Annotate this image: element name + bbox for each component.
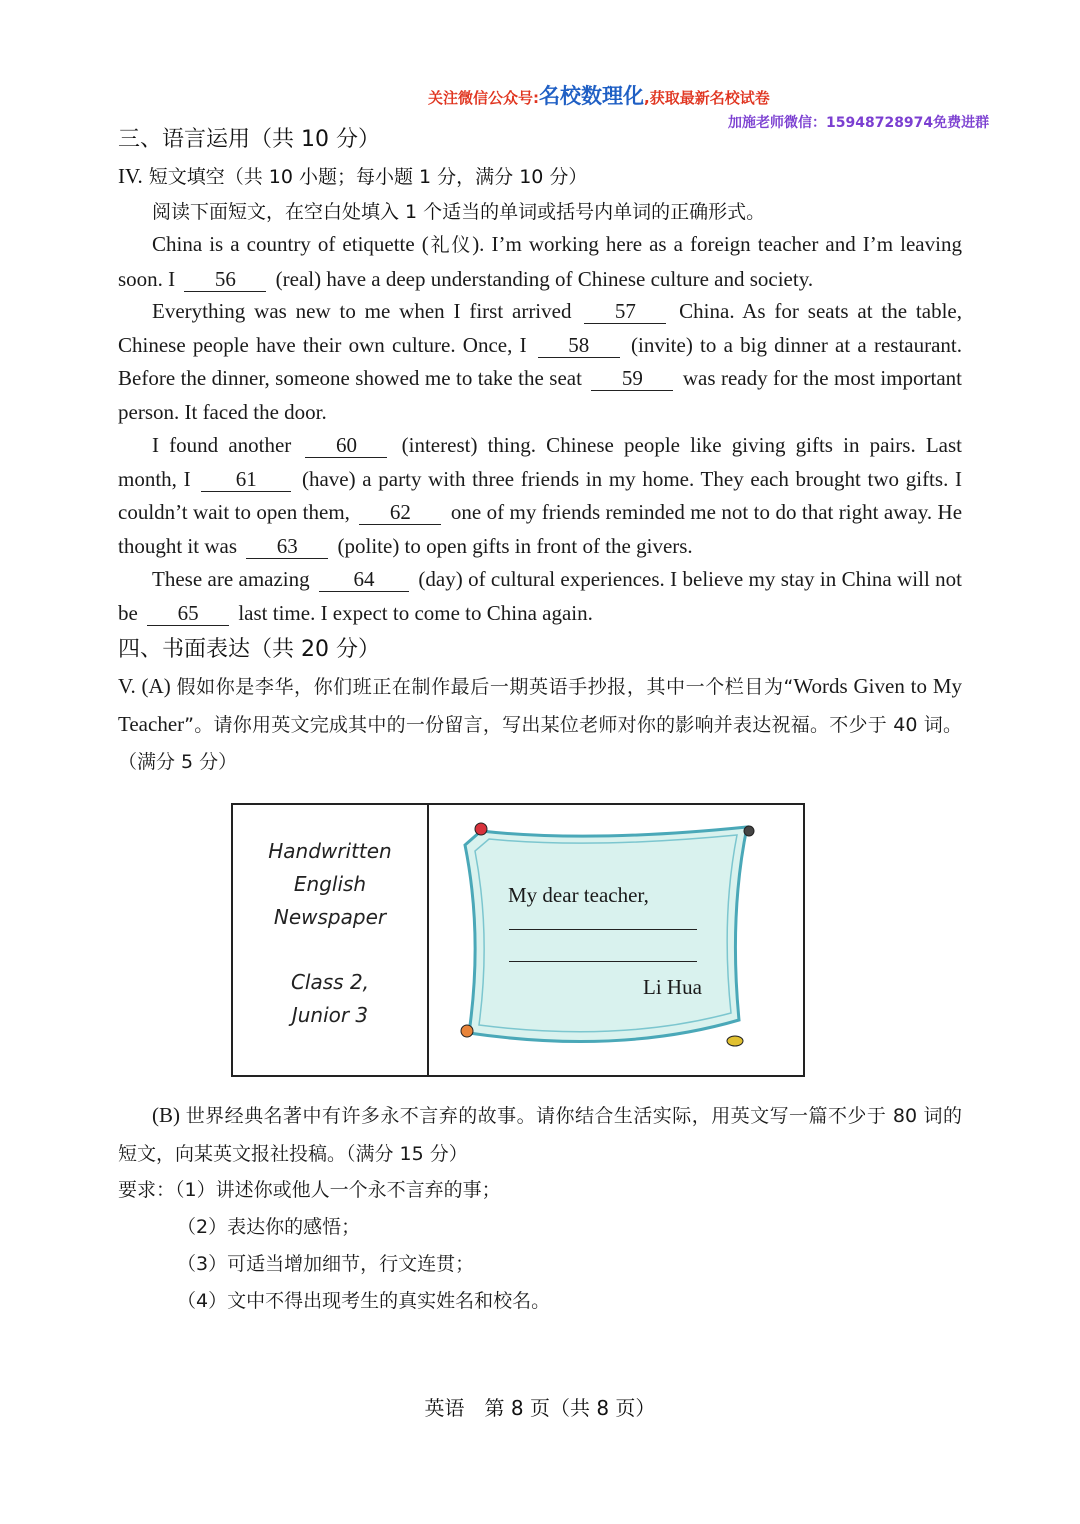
note-signature: Li Hua (643, 975, 702, 999)
masthead-line-2: English (293, 872, 367, 896)
requirement-4: （4）文中不得出现考生的真实姓名和校名。 (177, 1290, 551, 1312)
pin-icon (475, 823, 487, 835)
page-footer: 英语 第 8 页（共 8 页） (424, 1396, 656, 1420)
note-greeting: My dear teacher, (508, 883, 649, 907)
blank-57[interactable]: 57 (584, 299, 666, 324)
part4-roman: IV. (118, 164, 143, 188)
section3-title: 三、语言运用（共 10 分） (118, 127, 380, 152)
blank-59[interactable]: 59 (591, 366, 673, 391)
blank-61[interactable]: 61 (201, 467, 291, 492)
newspaper-masthead (233, 805, 427, 1075)
passage-paragraph-4: These are amazing 64 (day) of cultural experiences. I believe my stay in China will not be 65 last time. I expect to come to China again. (118, 567, 962, 625)
note-writing-line[interactable] (509, 929, 697, 930)
instruction: 阅读下面短文，在空白处填入 1 个适当的单词或括号内单词的正确形式。 (152, 201, 766, 223)
writing-task-b: (B) 世界经典名著中有许多永不言弃的故事。请你结合生活实际，用英文写一篇不少于 80 词的短文，向某英文报社投稿。（满分 15 分） (118, 1103, 962, 1165)
newspaper-box (231, 803, 805, 1077)
blank-56[interactable]: 56 (184, 267, 266, 292)
watermark-brand: 名校数理化 (539, 84, 644, 108)
requirements-label: 要求：（1）讲述你或他人一个永不言弃的事； (118, 1179, 501, 1201)
masthead-line-3: Newspaper (273, 905, 387, 929)
masthead-line-4: Class 2, (290, 970, 370, 994)
watermark-banner (428, 80, 770, 110)
watermark-suffix: ,获取最新名校试卷 (644, 89, 770, 107)
masthead-line-1: Handwritten (268, 839, 392, 863)
task-a-label: V. (A) (118, 674, 171, 698)
section4-title: 四、书面表达（共 20 分） (118, 637, 380, 662)
pin-icon (461, 1025, 473, 1037)
part4-title-text: 短文填空（共 10 小题；每小题 1 分，满分 10 分） (148, 166, 588, 188)
requirement-2: （2）表达你的感悟； (177, 1216, 361, 1238)
passage-paragraph-3: I found another 60 (interest) thing. Chinese people like giving gifts in pairs. Last month, I 61 (have) a party with three friends in my home. They each brought two gifts. I couldn’t wait to open them, 62 one of my friends reminded me not to do that right away. He thought it was 63 (polite) to open gifts in front of the givers. (118, 433, 963, 558)
blank-60[interactable]: 60 (305, 433, 387, 458)
pin-icon (744, 826, 754, 836)
passage-paragraph-2: Everything was new to me when I first arrived 57 China. As for seats at the table, Chinese people have their own culture. Once, I 58 (invite) to a big dinner at a restaurant. Before the dinner, someone showed me to take the seat 59 was ready for the most important person. It faced the door. (118, 299, 962, 424)
requirement-1: （1）讲述你或他人一个永不言弃的事； (175, 1179, 501, 1201)
blank-65[interactable]: 65 (147, 601, 229, 626)
blank-58[interactable]: 58 (538, 333, 620, 358)
pinned-note-illustration (429, 805, 809, 1071)
blank-62[interactable]: 62 (359, 500, 441, 525)
watermark-contact: 加施老师微信：15948728974免费进群 (728, 115, 990, 131)
passage-paragraph-1: China is a country of etiquette (礼仪). I’m working here as a foreign teacher and I’m leaving soon. I 56 (real) have a deep understanding of Chinese culture and society. (118, 232, 962, 291)
part4-title (118, 162, 587, 189)
watermark-prefix: 关注微信公众号: (428, 89, 539, 107)
writing-task-a: V. (A) 假如你是李华，你们班正在制作最后一期英语手抄报，其中一个栏目为“Words Given to My Teacher”。请你用英文完成其中的一份留言，写出某位老师对你的影响并表达祝福。不少于 40 词。（满分 5 分） (118, 674, 962, 773)
blank-64[interactable]: 64 (319, 567, 409, 592)
note-paper (465, 827, 747, 1041)
masthead-line-5: Junior 3 (291, 1003, 369, 1027)
note-writing-line[interactable] (509, 961, 697, 962)
task-b-label: (B) (152, 1103, 180, 1127)
pin-icon (727, 1036, 743, 1046)
requirement-3: （3）可适当增加细节，行文连贯； (177, 1253, 475, 1275)
blank-63[interactable]: 63 (246, 534, 328, 559)
